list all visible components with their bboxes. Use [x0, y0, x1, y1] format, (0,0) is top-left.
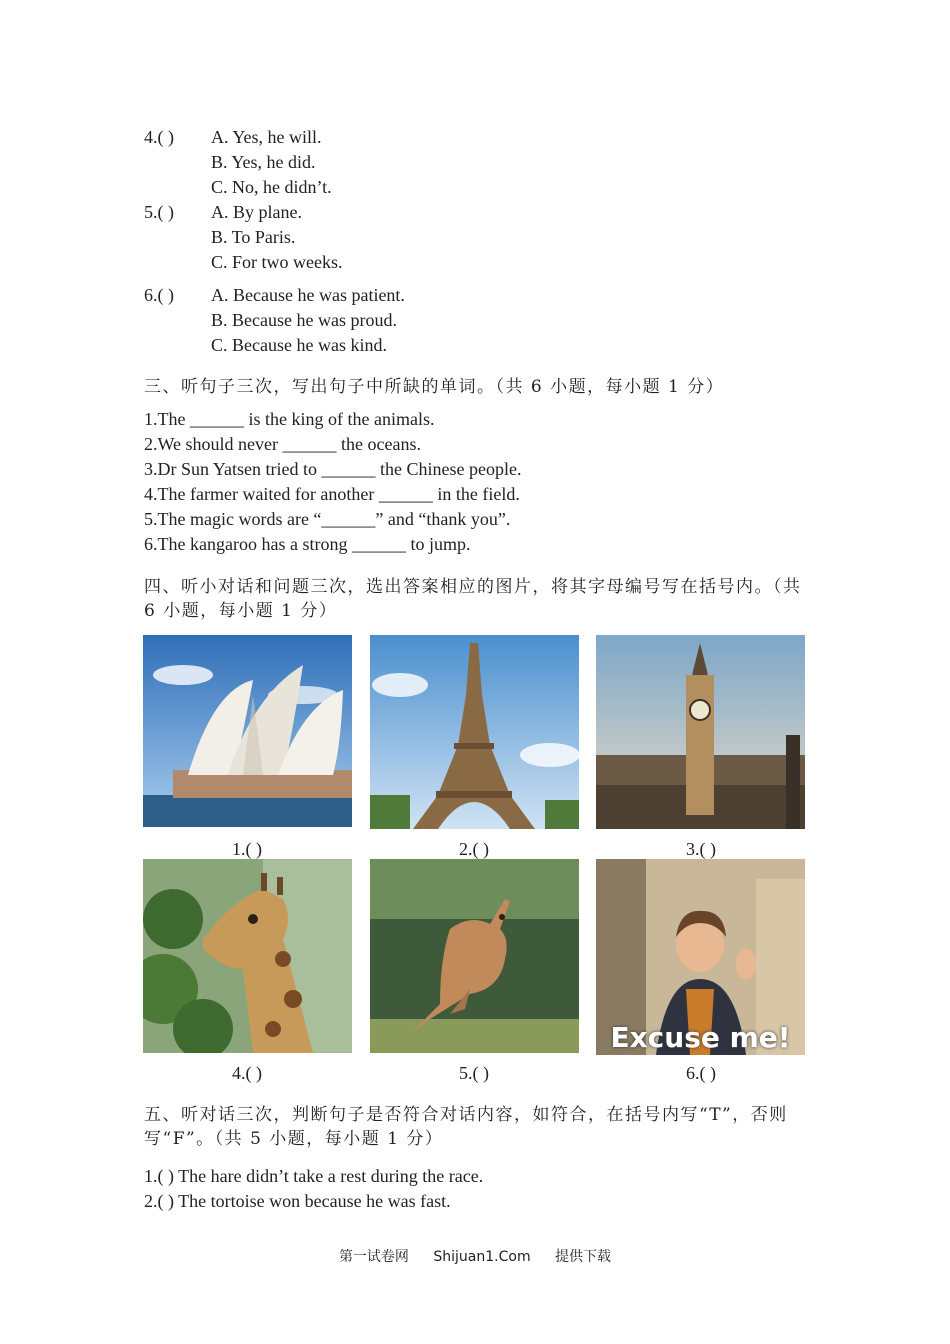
picture-1-caption: 1.( ) — [232, 839, 262, 859]
question-number: 5.( ) — [144, 202, 174, 222]
fill-item-2: 2.We should never ______ the oceans. — [144, 434, 421, 454]
section3-items — [144, 407, 521, 557]
question-number: 6.( ) — [144, 285, 174, 305]
fill-item-6: 6.The kangaroo has a strong ______ to jump. — [144, 534, 471, 554]
option-b: B. Yes, he did. — [211, 152, 316, 172]
option-b: B. Because he was proud. — [211, 310, 397, 330]
section3-heading: 三、听句子三次，写出句子中所缺的单词。（共 6 小题，每小题 1 分） — [144, 377, 725, 397]
giraffe-image — [143, 859, 352, 1053]
section4-heading: 四、听小对话和问题三次，选出答案相应的图片，将其字母编号写在括号内。（共 6 小题，每小题 1 分） — [144, 577, 802, 621]
section5-items — [144, 1164, 483, 1214]
picture-5-caption: 5.( ) — [459, 1063, 489, 1083]
fill-item-3: 3.Dr Sun Yatsen tried to ______ the Chinese people. — [144, 459, 522, 479]
eiffel-tower-image — [370, 635, 579, 829]
section5-heading: 五、听对话三次，判断句子是否符合对话内容，如符合，在括号内写“T”，否则写“F”。（共 5 小题，每小题 1 分） — [144, 1105, 788, 1149]
options — [211, 125, 332, 200]
option-b: B. To Paris. — [211, 227, 296, 247]
question-number: 4.( ) — [144, 127, 174, 147]
option-c: C. For two weeks. — [211, 252, 343, 272]
tf-item-2: 2.( ) The tortoise won because he was fast. — [144, 1191, 451, 1211]
footer-note: 提供下载 — [555, 1249, 612, 1265]
kangaroo-image — [370, 859, 579, 1053]
footer-site-name: 第一试卷网 — [338, 1249, 409, 1265]
excuse-me-overlay: Excuse me! — [610, 1021, 791, 1054]
page-footer — [0, 1246, 950, 1266]
options — [211, 283, 405, 358]
picture-3-caption: 3.( ) — [686, 839, 716, 859]
option-a: A. Yes, he will. — [211, 127, 322, 147]
tf-item-1: 1.( ) The hare didn’t take a rest during the race. — [144, 1166, 484, 1186]
option-a: A. Because he was patient. — [211, 285, 405, 305]
big-ben-image — [596, 635, 805, 829]
option-a: A. By plane. — [211, 202, 302, 222]
picture-6-caption: 6.( ) — [686, 1063, 716, 1083]
fill-item-1: 1.The ______ is the king of the animals. — [144, 409, 435, 429]
boy-excuse-me-image — [596, 859, 805, 1055]
options — [211, 200, 343, 275]
option-c: C. Because he was kind. — [211, 335, 387, 355]
picture-4-caption: 4.( ) — [232, 1063, 262, 1083]
option-c: C. No, he didn’t. — [211, 177, 332, 197]
fill-item-4: 4.The farmer waited for another ______ in the field. — [144, 484, 520, 504]
fill-item-5: 5.The magic words are “______” and “thank you”. — [144, 509, 511, 529]
footer-site-url: Shijuan1.Com — [433, 1249, 531, 1265]
opera-house-image — [143, 635, 352, 827]
picture-2-caption: 2.( ) — [459, 839, 489, 859]
